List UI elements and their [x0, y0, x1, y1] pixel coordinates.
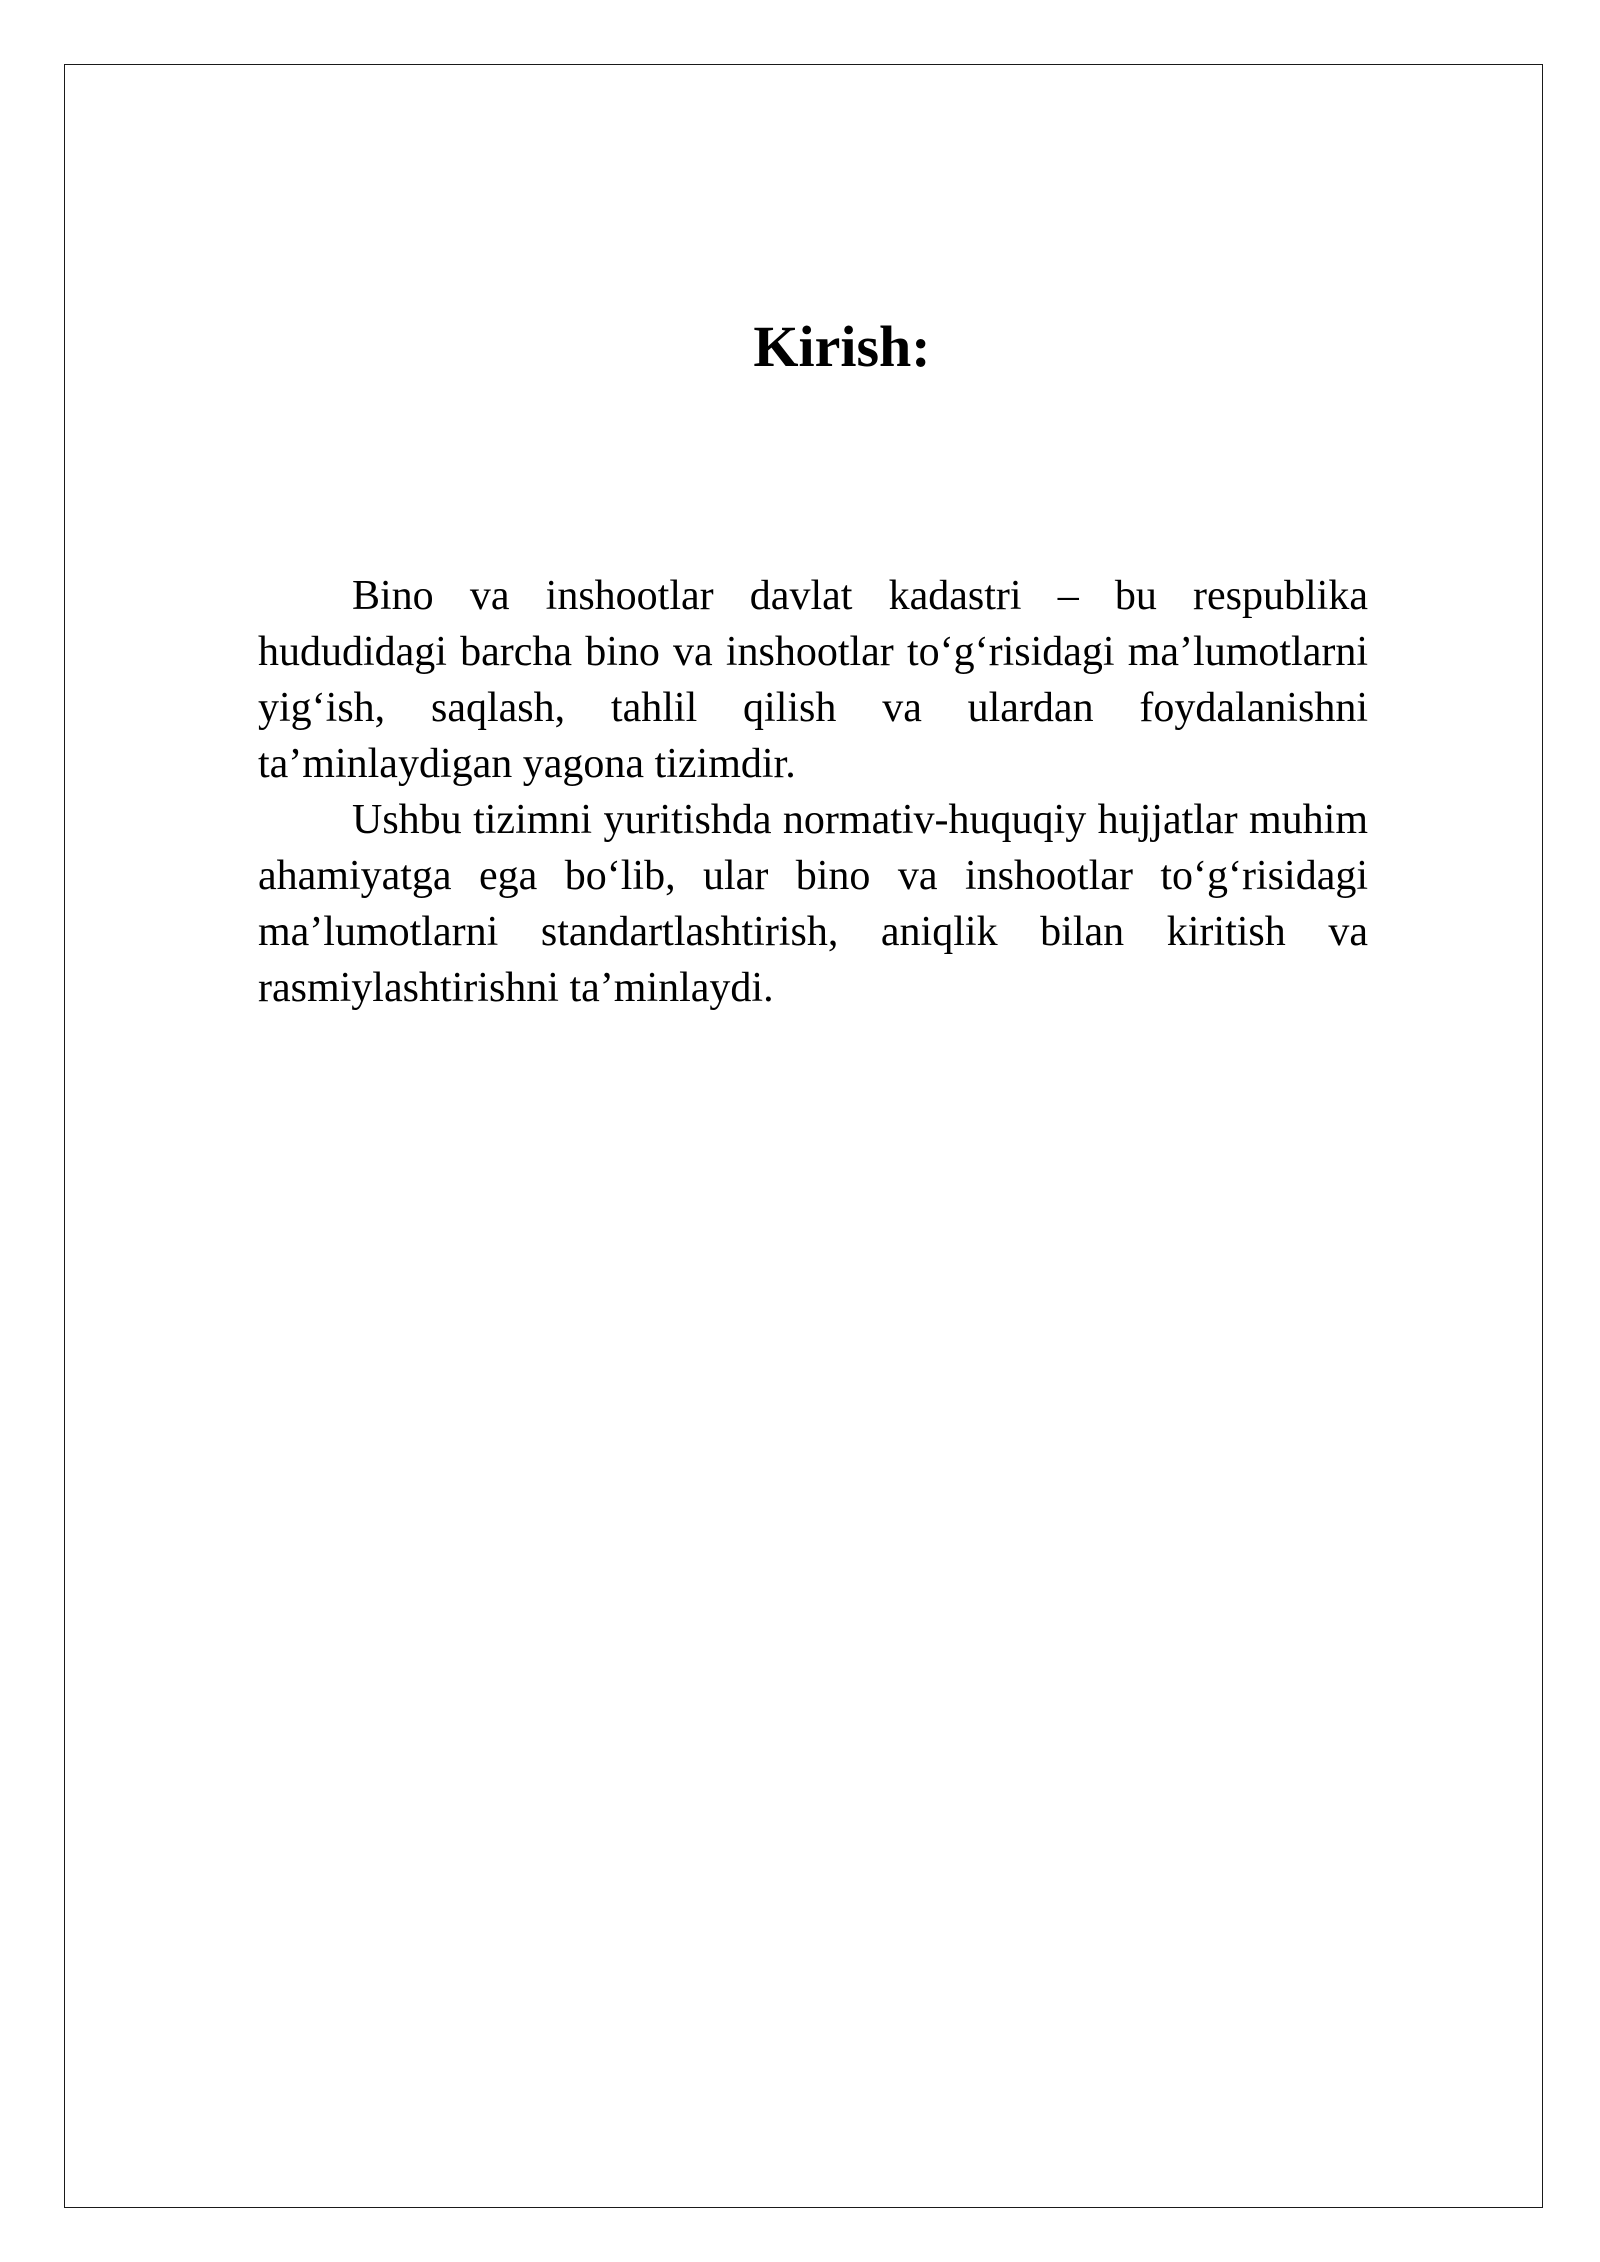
page-border	[64, 64, 1543, 2208]
body-text	[258, 568, 1368, 1016]
page-title: Kirish:	[753, 314, 931, 379]
paragraph-1: Bino va inshootlar davlat kadastri – bu respublika hududidagi barcha bino va inshootlar to‘g‘risidagi ma’lumotlarni yig‘ish, saqlash, tahlil qilish va ulardan foydalanishni ta’minlaydigan yagona tizimdir.	[258, 573, 1368, 787]
paragraph-2: Ushbu tizimni yuritishda normativ-huquqiy hujjatlar muhim ahamiyatga ega bo‘lib, ular bino va inshootlar to‘g‘risidagi ma’lumotlarni standartlashtirish, aniqlik bilan kiritish va rasmiylashtirishni ta’minlaydi.	[258, 797, 1368, 1011]
